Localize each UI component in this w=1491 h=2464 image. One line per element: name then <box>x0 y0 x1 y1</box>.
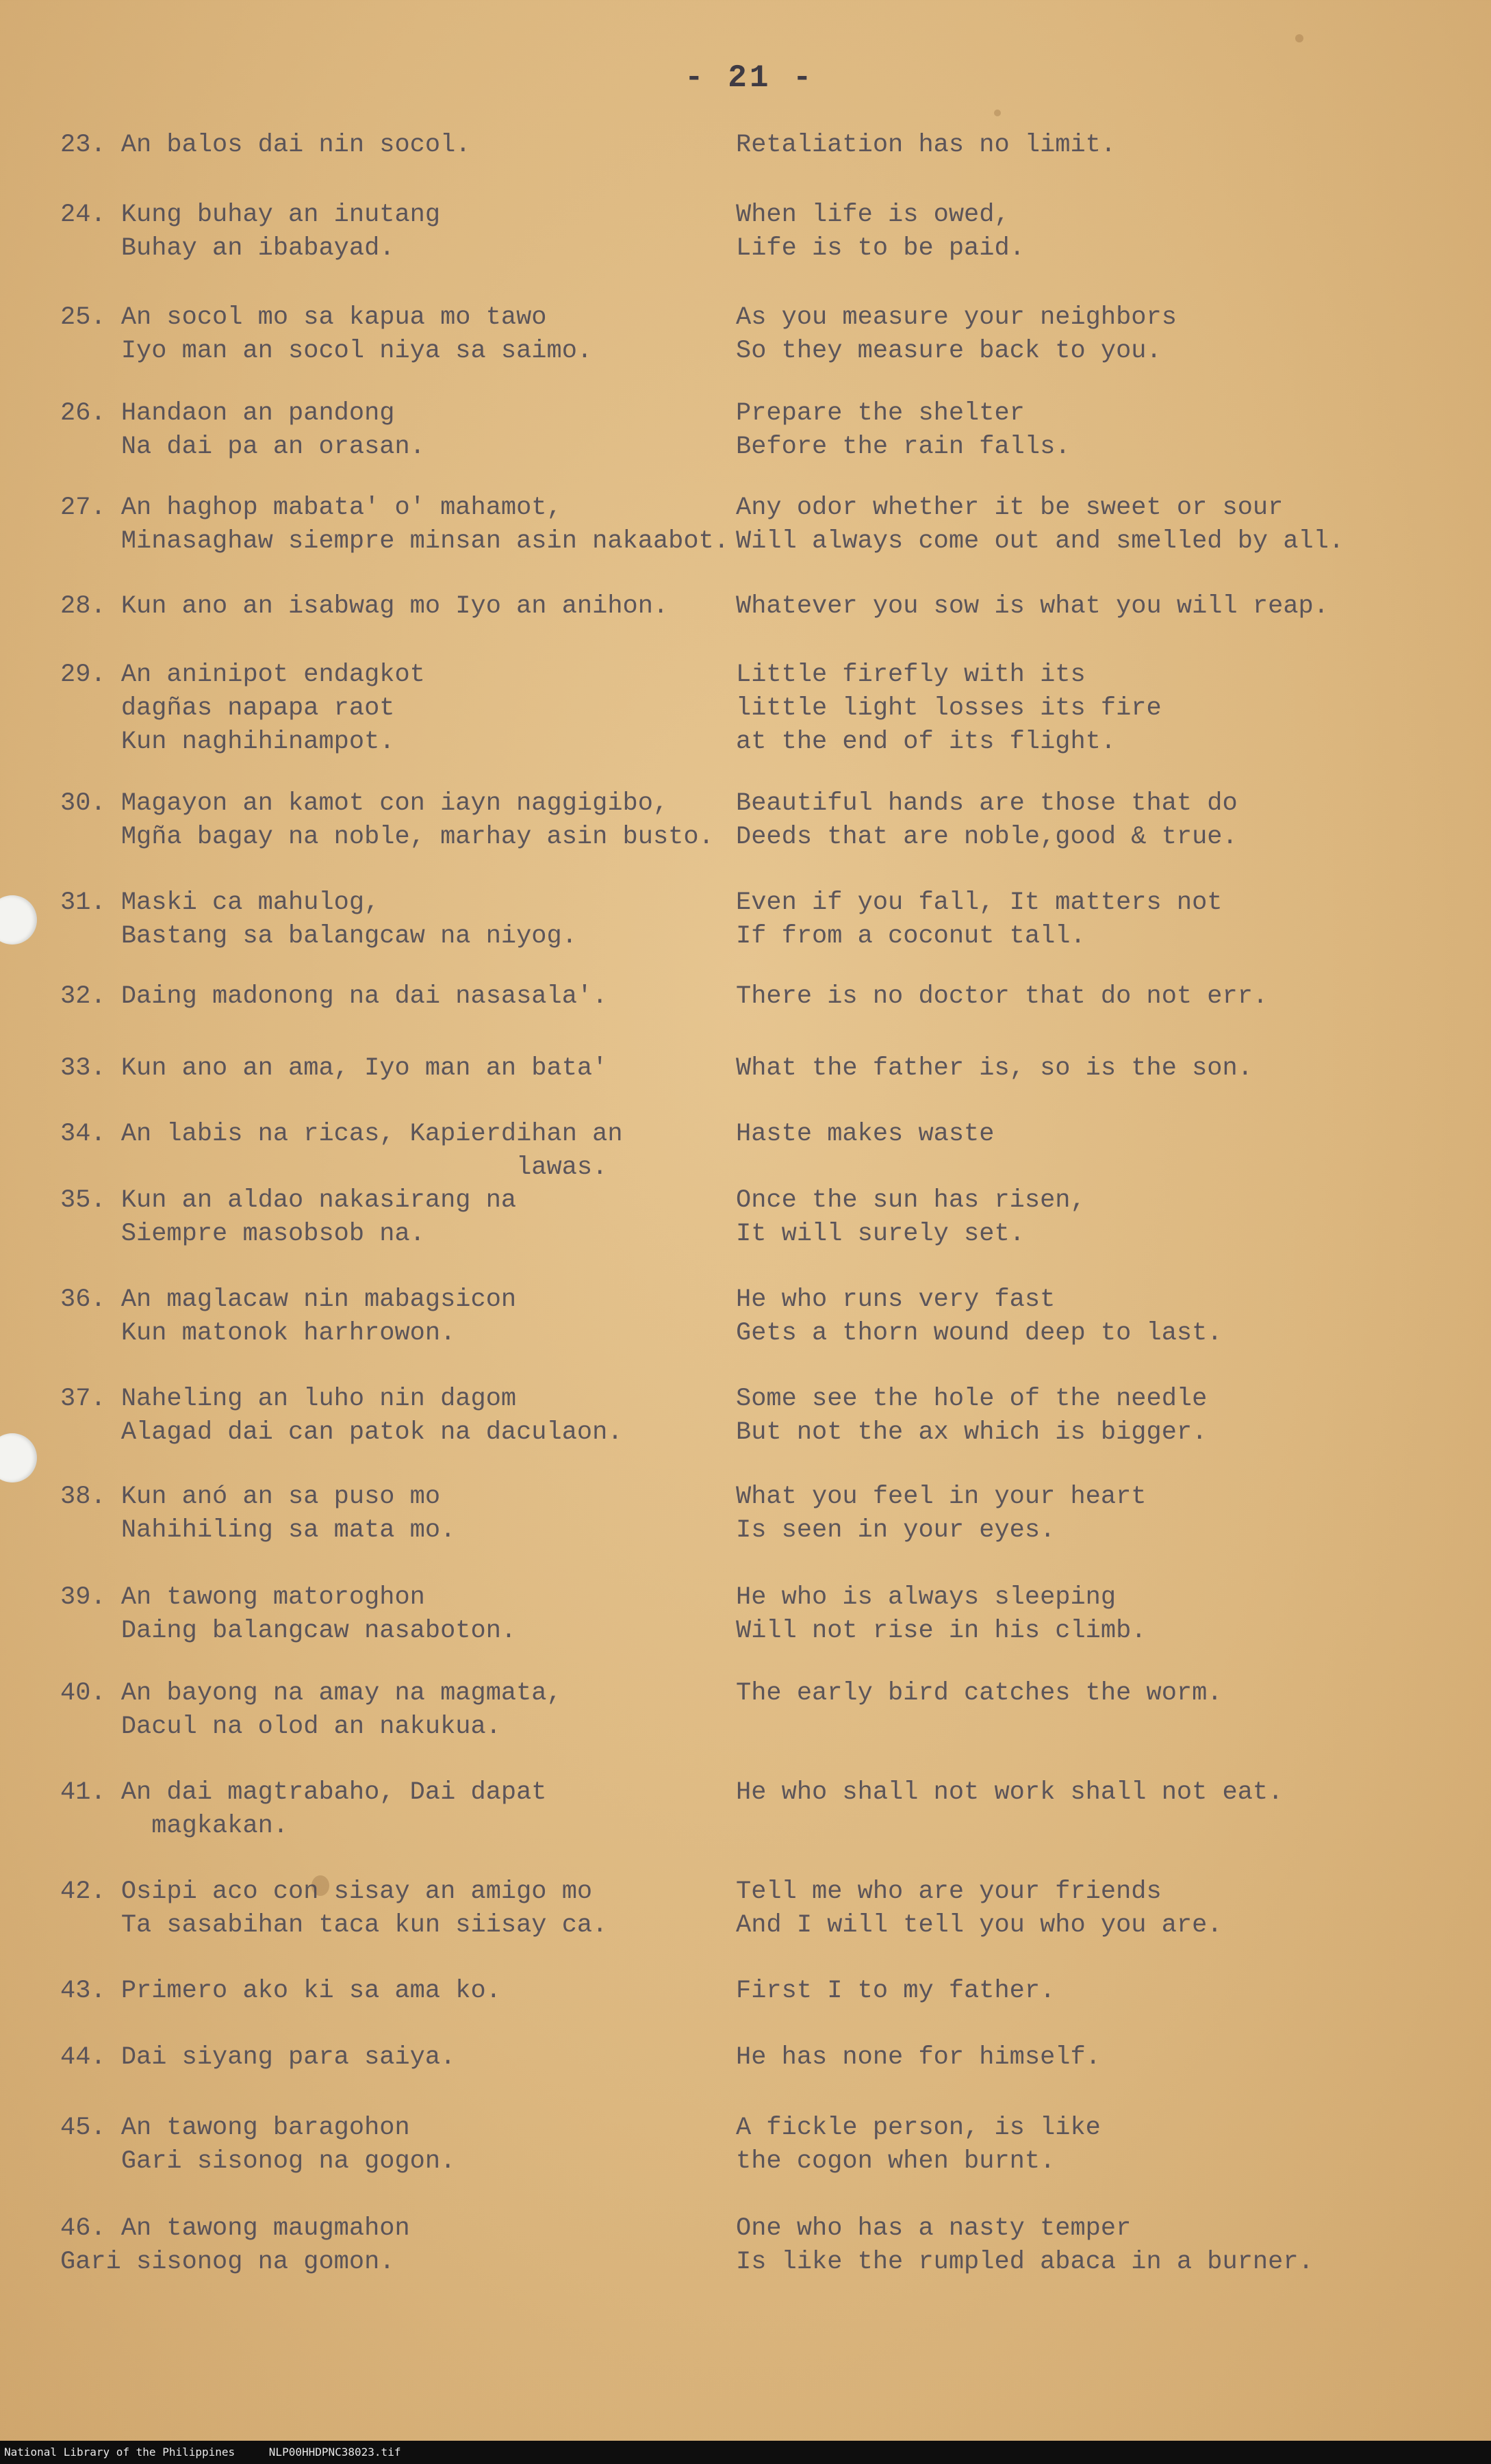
english-line: the cogon when burnt. <box>736 2147 1056 2176</box>
english-line: little light losses its fire <box>736 694 1162 723</box>
bikol-line: 29. An aninipot endagkot <box>60 660 425 689</box>
english-translation <box>736 590 1475 624</box>
bikol-line: 28. Kun ano an isabwag mo Iyo an anihon. <box>60 592 669 621</box>
english-line: When life is owed, <box>736 201 1010 229</box>
english-line: And I will tell you who you are. <box>736 1911 1223 1940</box>
bikol-line: 43. Primero ako ki sa ama ko. <box>60 1977 501 2005</box>
english-line: Once the sun has risen, <box>736 1186 1086 1215</box>
english-translation <box>736 1677 1475 1710</box>
bikol-proverb <box>60 491 729 559</box>
bikol-proverb <box>60 1776 711 1843</box>
bikol-line: Dacul na olod an nakukua. <box>60 1712 501 1741</box>
english-translation <box>736 301 1475 368</box>
english-translation <box>736 1052 1475 1086</box>
english-line: Will not rise in his climb. <box>736 1617 1147 1645</box>
english-line: If from a coconut tall. <box>736 922 1086 951</box>
bikol-line: Buhay an ibabayad. <box>60 234 395 263</box>
english-line: He has none for himself. <box>736 2043 1101 2072</box>
bikol-line: Alagad dai can patok na daculaon. <box>60 1418 623 1447</box>
bikol-line: Minasaghaw siempre minsan asin nakaabot. <box>60 527 729 556</box>
bikol-line: Mgña bagay na noble, marhay asin busto. <box>60 823 714 851</box>
bikol-line: Kun matonok harhrowon. <box>60 1319 456 1348</box>
english-line: Deeds that are noble,good & true. <box>736 823 1238 851</box>
bikol-line: 32. Daing madonong na dai nasasala'. <box>60 982 608 1011</box>
english-line: He who shall not work shall not eat. <box>736 1778 1284 1807</box>
bikol-proverb <box>60 1118 711 1185</box>
english-translation <box>736 2212 1475 2279</box>
english-translation <box>736 1975 1475 2008</box>
english-translation <box>736 1875 1475 1942</box>
bikol-proverb <box>60 1677 711 1744</box>
bikol-line: Bastang sa balangcaw na niyog. <box>60 922 577 951</box>
bikol-line: 25. An socol mo sa kapua mo tawo <box>60 303 547 332</box>
bikol-line: Nahihiling sa mata mo. <box>60 1516 456 1545</box>
english-translation <box>736 2041 1475 2075</box>
english-line: As you measure your neighbors <box>736 303 1177 332</box>
bikol-line: 42. Osipi aco con sisay an amigo mo <box>60 1877 593 1906</box>
bikol-line: 31. Maski ca mahulog, <box>60 888 380 917</box>
bikol-proverb <box>60 658 711 759</box>
english-line: Tell me who are your friends <box>736 1877 1162 1906</box>
english-line: There is no doctor that do not err. <box>736 982 1269 1011</box>
bikol-proverb <box>60 198 711 266</box>
bikol-proverb <box>60 590 711 624</box>
bikol-line: 44. Dai siyang para saiya. <box>60 2043 456 2072</box>
english-translation <box>736 1118 1475 1151</box>
bikol-line: 41. An dai magtrabaho, Dai dapat <box>60 1778 547 1807</box>
bikol-line: Gari sisonog na gomon. <box>60 2248 395 2276</box>
bikol-line: Gari sisonog na gogon. <box>60 2147 456 2176</box>
bikol-proverb <box>60 129 711 162</box>
bikol-line: Na dai pa an orasan. <box>60 433 425 461</box>
bikol-line: magkakan. <box>60 1812 289 1840</box>
bikol-line: 33. Kun ano an ama, Iyo man an bata' <box>60 1054 608 1083</box>
english-line: Whatever you sow is what you will reap. <box>736 592 1329 621</box>
english-line: Haste makes waste <box>736 1120 995 1148</box>
english-line: Even if you fall, It matters not <box>736 888 1223 917</box>
bikol-line: 38. Kun anó an sa puso mo <box>60 1483 441 1511</box>
bikol-line: 30. Magayon an kamot con iayn naggigibo, <box>60 789 669 818</box>
english-translation <box>736 1383 1475 1450</box>
english-translation <box>736 787 1475 854</box>
english-line: He who runs very fast <box>736 1285 1056 1314</box>
bikol-proverb <box>60 2041 711 2075</box>
bikol-proverb <box>60 1184 711 1251</box>
bikol-line: 27. An haghop mabata' o' mahamot, <box>60 493 562 522</box>
bikol-proverb <box>60 886 711 953</box>
english-translation <box>736 129 1475 162</box>
english-line: Gets a thorn wound deep to last. <box>736 1319 1223 1348</box>
bikol-line: 40. An bayong na amay na magmata, <box>60 1679 562 1708</box>
bikol-line: 35. Kun an aldao nakasirang na <box>60 1186 517 1215</box>
english-line: Retaliation has no limit. <box>736 131 1117 159</box>
english-line: So they measure back to you. <box>736 337 1162 365</box>
bikol-line: 45. An tawong baragohon <box>60 2114 410 2142</box>
english-translation <box>736 198 1475 266</box>
english-translation <box>736 1184 1475 1251</box>
bikol-proverb <box>60 397 711 464</box>
bikol-line: 37. Naheling an luho nin dagom <box>60 1385 517 1413</box>
english-line: at the end of its flight. <box>736 728 1117 756</box>
bikol-line: 24. Kung buhay an inutang <box>60 201 441 229</box>
bikol-proverb <box>60 1875 711 1942</box>
english-line: But not the ax which is bigger. <box>736 1418 1208 1447</box>
bikol-line: 36. An maglacaw nin mabagsicon <box>60 1285 517 1314</box>
bikol-proverb <box>60 1975 711 2008</box>
english-line: Any odor whether it be sweet or sour <box>736 493 1284 522</box>
english-line: A fickle person, is like <box>736 2114 1101 2142</box>
english-translation <box>736 980 1475 1014</box>
english-translation <box>736 1581 1475 1648</box>
english-translation <box>736 1776 1475 1810</box>
bikol-proverb <box>60 1052 711 1086</box>
english-line: Some see the hole of the needle <box>736 1385 1208 1413</box>
english-translation <box>736 491 1475 559</box>
english-line: Is like the rumpled abaca in a burner. <box>736 2248 1314 2276</box>
bikol-line: Siempre masobsob na. <box>60 1220 425 1248</box>
bikol-proverb <box>60 1581 711 1648</box>
bikol-line: Kun naghihinampot. <box>60 728 395 756</box>
bikol-line: lawas. <box>60 1153 608 1182</box>
bikol-line: 46. An tawong maugmahon <box>60 2214 410 2243</box>
bikol-line: Daing balangcaw nasaboton. <box>60 1617 517 1645</box>
english-line: Before the rain falls. <box>736 433 1071 461</box>
english-line: Life is to be paid. <box>736 234 1025 263</box>
bikol-proverb <box>60 2212 711 2279</box>
bikol-proverb <box>60 787 714 854</box>
english-line: First I to my father. <box>736 1977 1056 2005</box>
bikol-line: Iyo man an socol niya sa saimo. <box>60 337 593 365</box>
english-line: One who has a nasty temper <box>736 2214 1132 2243</box>
footer-bar <box>0 2441 1491 2464</box>
english-line: Little firefly with its <box>736 660 1086 689</box>
bikol-line: dagñas napapa raot <box>60 694 395 723</box>
english-translation <box>736 886 1475 953</box>
bikol-line: 39. An tawong matoroghon <box>60 1583 425 1612</box>
english-line: Prepare the shelter <box>736 399 1025 428</box>
footer-library: National Library of the Philippines <box>4 2446 235 2459</box>
footer-filename: NLP00HHDPNC38023.tif <box>268 2446 401 2459</box>
english-translation <box>736 658 1475 759</box>
bikol-proverb <box>60 1283 711 1350</box>
bikol-line: 23. An balos dai nin socol. <box>60 131 471 159</box>
english-line: It will surely set. <box>736 1220 1025 1248</box>
english-line: Will always come out and smelled by all. <box>736 527 1345 556</box>
english-translation <box>736 1480 1475 1548</box>
bikol-line: 34. An labis na ricas, Kapierdihan an <box>60 1120 623 1148</box>
english-line: Beautiful hands are those that do <box>736 789 1238 818</box>
page-number: - 21 - <box>685 60 815 96</box>
bikol-line: Ta sasabihan taca kun siisay ca. <box>60 1911 608 1940</box>
english-line: He who is always sleeping <box>736 1583 1117 1612</box>
english-translation <box>736 397 1475 464</box>
bikol-proverb <box>60 980 711 1014</box>
english-line: What you feel in your heart <box>736 1483 1147 1511</box>
bikol-proverb <box>60 1383 711 1450</box>
bikol-proverb <box>60 301 711 368</box>
english-line: What the father is, so is the son. <box>736 1054 1253 1083</box>
bikol-proverb <box>60 1480 711 1548</box>
english-line: Is seen in your eyes. <box>736 1516 1056 1545</box>
english-translation <box>736 2112 1475 2179</box>
bikol-proverb <box>60 2112 711 2179</box>
bikol-line: 26. Handaon an pandong <box>60 399 395 428</box>
english-line: The early bird catches the worm. <box>736 1679 1223 1708</box>
english-translation <box>736 1283 1475 1350</box>
